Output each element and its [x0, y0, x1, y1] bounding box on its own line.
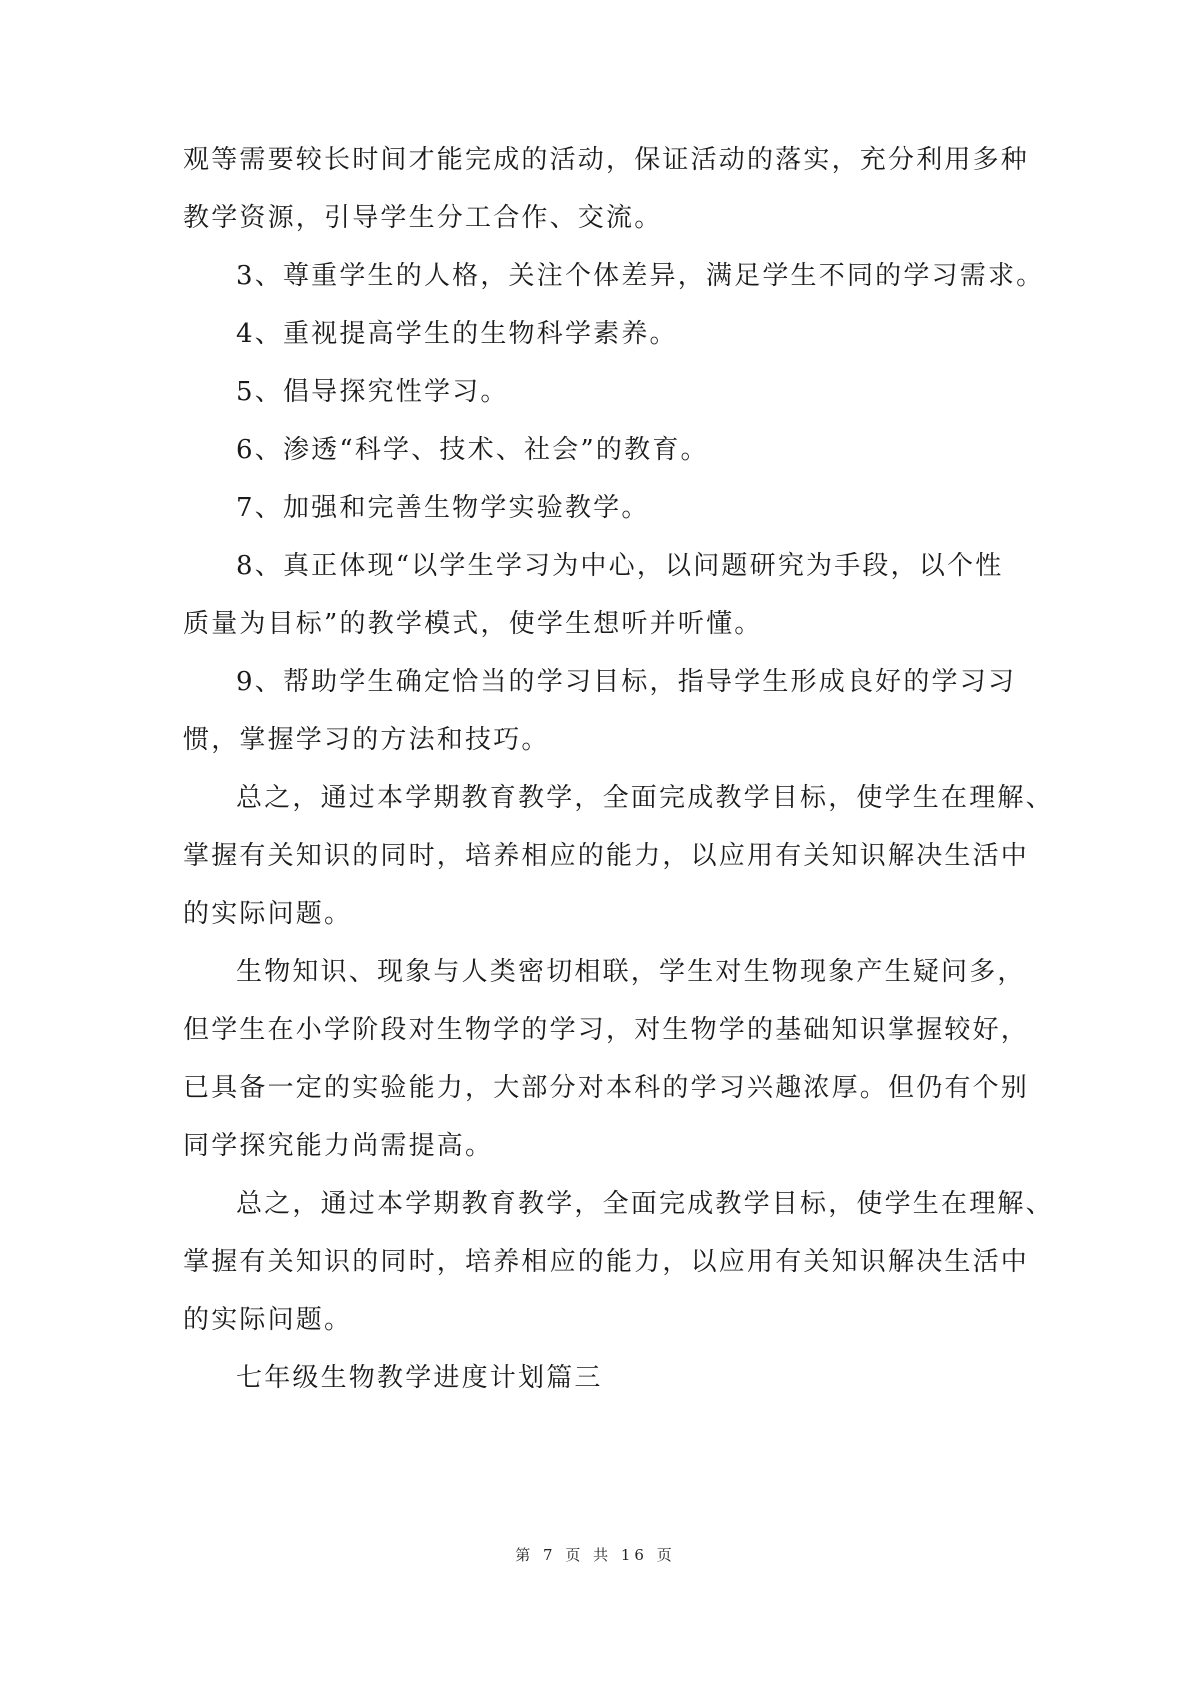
text-line: 观等需要较长时间才能完成的活动，保证活动的落实，充分利用多种: [183, 145, 1030, 175]
text-line: 已具备一定的实验能力，大部分对本科的学习兴趣浓厚。但仍有个别: [183, 1073, 1030, 1103]
list-item-8: 8、真正体现“以学生学习为中心，以问题研究为手段，以个性: [236, 551, 1004, 581]
list-item-5: 5、倡导探究性学习。: [236, 377, 509, 407]
text-line: 教学资源，引导学生分工合作、交流。: [183, 203, 663, 233]
text-line: 掌握有关知识的同时，培养相应的能力，以应用有关知识解决生活中: [183, 841, 1030, 871]
text-line: 质量为目标”的教学模式，使学生想听并听懂。: [183, 609, 763, 639]
text-line: 的实际问题。: [183, 899, 353, 929]
text-line: 惯，掌握学习的方法和技巧。: [183, 725, 550, 755]
text-line: 同学探究能力尚需提高。: [183, 1131, 494, 1161]
section-heading: 七年级生物教学进度计划篇三: [236, 1363, 603, 1393]
summary-paragraph: 总之，通过本学期教育教学，全面完成教学目标，使学生在理解、: [236, 783, 1054, 813]
summary-paragraph: 总之，通过本学期教育教学，全面完成教学目标，使学生在理解、: [236, 1189, 1054, 1219]
text-line: 掌握有关知识的同时，培养相应的能力，以应用有关知识解决生活中: [183, 1247, 1030, 1277]
page-number-footer: 第 7 页 共 16 页: [515, 1546, 676, 1564]
list-item-6: 6、渗透“科学、技术、社会”的教育。: [236, 435, 709, 465]
text-line: 的实际问题。: [183, 1305, 353, 1335]
list-item-7: 7、加强和完善生物学实验教学。: [236, 493, 650, 523]
list-item-3: 3、尊重学生的人格，关注个体差异，满足学生不同的学习需求。: [236, 261, 1045, 291]
list-item-4: 4、重视提高学生的生物科学素养。: [236, 319, 678, 349]
list-item-9: 9、帮助学生确定恰当的学习目标，指导学生形成良好的学习习: [236, 667, 1017, 697]
text-line: 但学生在小学阶段对生物学的学习，对生物学的基础知识掌握较好，: [183, 1015, 1030, 1045]
analysis-paragraph: 生物知识、现象与人类密切相联，学生对生物现象产生疑问多，: [236, 957, 1026, 987]
